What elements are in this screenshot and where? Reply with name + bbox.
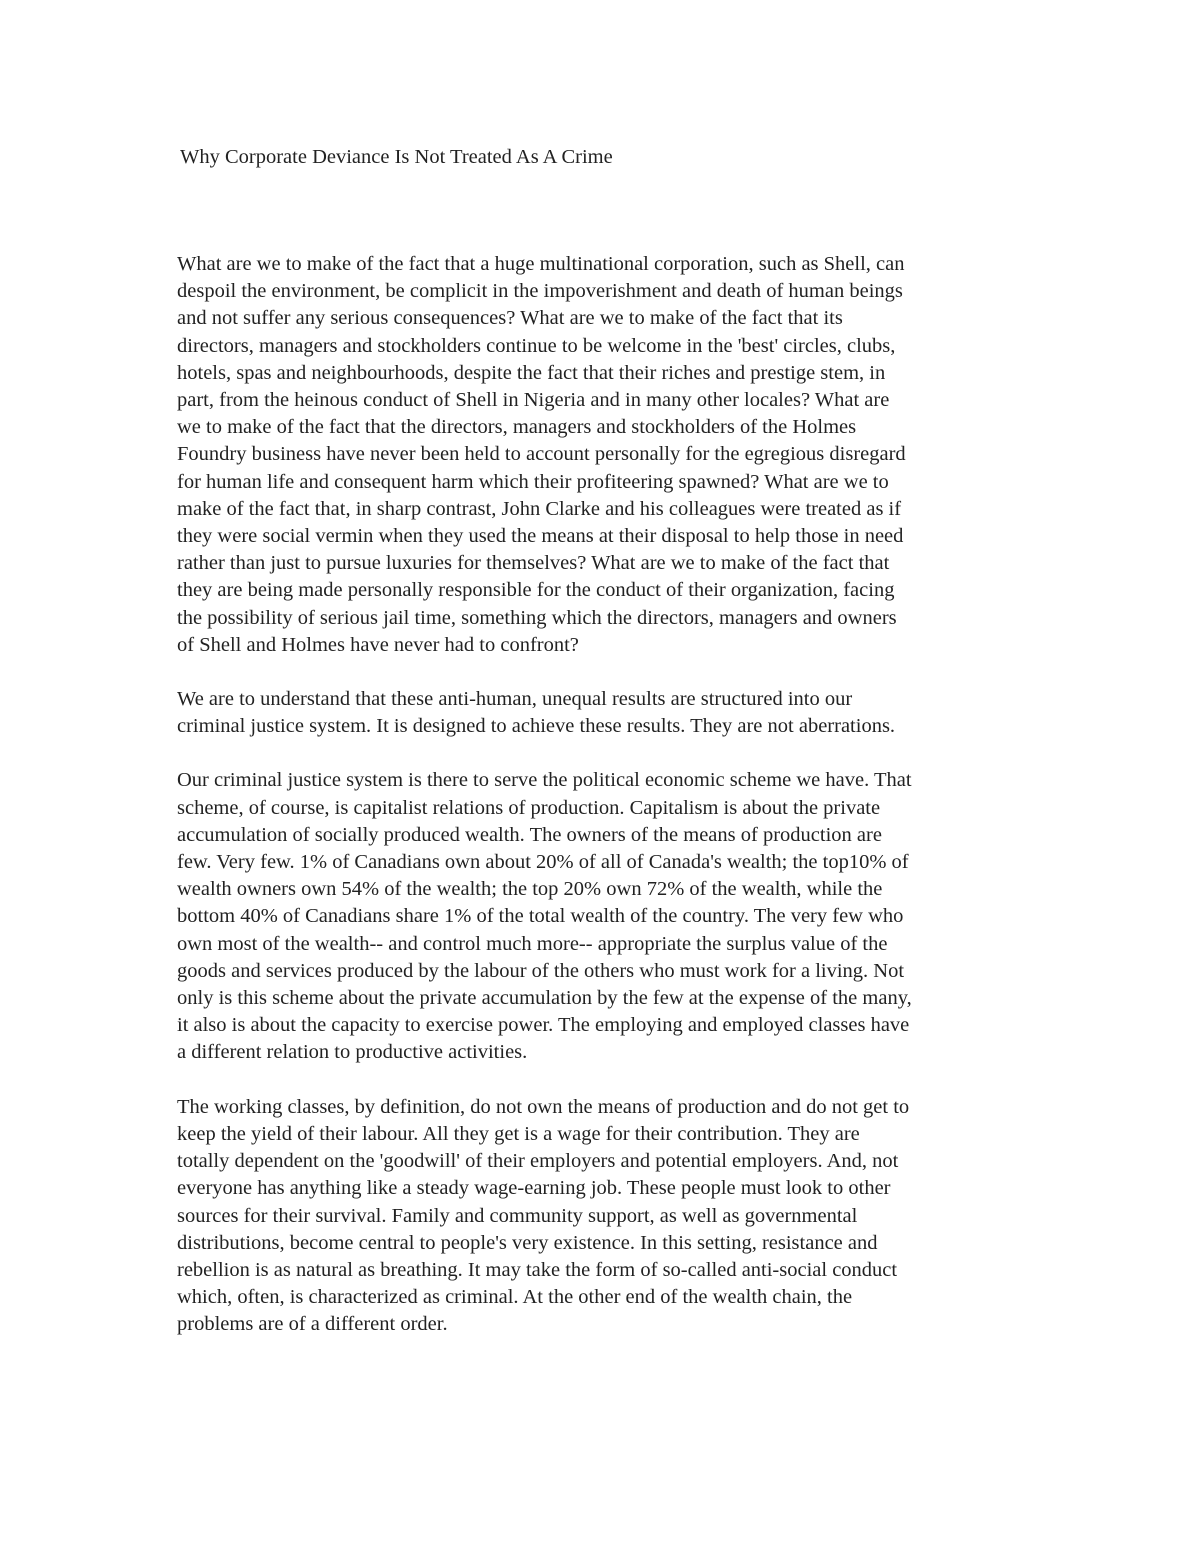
text-line: we to make of the fact that the directors, managers and stockholders of the Holmes <box>177 416 857 439</box>
text-line: rather than just to pursue luxuries for themselves? What are we to make of the fact that <box>177 552 890 575</box>
text-line: own most of the wealth-- and control much more-- appropriate the surplus value of the <box>177 932 888 955</box>
text-line: distributions, become central to people's very existence. In this setting, resistance and <box>177 1231 878 1254</box>
document-body <box>177 251 1037 1366</box>
text-line: despoil the environment, be complicit in the impoverishment and death of human beings <box>177 280 903 303</box>
text-line: they are being made personally responsible for the conduct of their organization, facing <box>177 579 895 602</box>
text-line: a different relation to productive activities. <box>177 1041 528 1064</box>
text-line: scheme, of course, is capitalist relations of production. Capitalism is about the private <box>177 796 881 819</box>
text-line: The working classes, by definition, do not own the means of production and do not get to <box>177 1095 910 1118</box>
text-line: only is this scheme about the private accumulation by the few at the expense of the many, <box>177 987 912 1010</box>
paragraph-4 <box>177 1094 1037 1339</box>
text-line: problems are of a different order. <box>177 1313 448 1336</box>
text-line: We are to understand that these anti-human, unequal results are structured into our <box>177 688 853 711</box>
text-line: few. Very few. 1% of Canadians own about 20% of all of Canada's wealth; the top10% of <box>177 851 909 874</box>
text-line: wealth owners own 54% of the wealth; the top 20% own 72% of the wealth, while the <box>177 878 883 901</box>
text-line: sources for their survival. Family and community support, as well as governmental <box>177 1204 858 1227</box>
text-line: hotels, spas and neighbourhoods, despite the fact that their riches and prestige stem, in <box>177 361 886 384</box>
text-line: which, often, is characterized as criminal. At the other end of the wealth chain, the <box>177 1286 853 1309</box>
text-line: of Shell and Holmes have never had to confront? <box>177 633 579 656</box>
text-line: directors, managers and stockholders continue to be welcome in the 'best' circles, clubs, <box>177 334 896 357</box>
text-line: Foundry business have never been held to account personally for the egregious disregard <box>177 443 906 466</box>
text-line: the possibility of serious jail time, something which the directors, managers and owners <box>177 606 897 629</box>
text-line: totally dependent on the 'goodwill' of their employers and potential employers. And, not <box>177 1150 899 1173</box>
text-line: for human life and consequent harm which their profiteering spawned? What are we to <box>177 470 889 493</box>
text-line: part, from the heinous conduct of Shell in Nigeria and in many other locales? What are <box>177 389 890 412</box>
paragraph-1 <box>177 251 1037 659</box>
text-line: and not suffer any serious consequences? What are we to make of the fact that its <box>177 307 843 330</box>
text-line: it also is about the capacity to exercise power. The employing and employed classes have <box>177 1014 910 1037</box>
text-line: keep the yield of their labour. All they get is a wage for their contribution. They are <box>177 1122 860 1145</box>
text-line: rebellion is as natural as breathing. It may take the form of so-called anti-social conduct <box>177 1258 898 1281</box>
text-line: bottom 40% of Canadians share 1% of the total wealth of the country. The very few who <box>177 905 904 928</box>
text-line: Our criminal justice system is there to serve the political economic scheme we have. That <box>177 769 912 792</box>
paragraph-3 <box>177 767 1037 1066</box>
text-line: everyone has anything like a steady wage-earning job. These people must look to other <box>177 1177 891 1200</box>
text-line: make of the fact that, in sharp contrast, John Clarke and his colleagues were treated as if <box>177 497 902 520</box>
text-line: goods and services produced by the labour of the others who must work for a living. Not <box>177 959 905 982</box>
text-line: they were social vermin when they used the means at their disposal to help those in need <box>177 525 904 548</box>
document-title: Why Corporate Deviance Is Not Treated As A Crime <box>180 146 613 168</box>
text-line: What are we to make of the fact that a huge multinational corporation, such as Shell, can <box>177 253 905 275</box>
text-line: accumulation of socially produced wealth. The owners of the means of production are <box>177 823 882 846</box>
paragraph-2 <box>177 686 1037 740</box>
text-line: criminal justice system. It is designed to achieve these results. They are not aberrations. <box>177 715 896 738</box>
